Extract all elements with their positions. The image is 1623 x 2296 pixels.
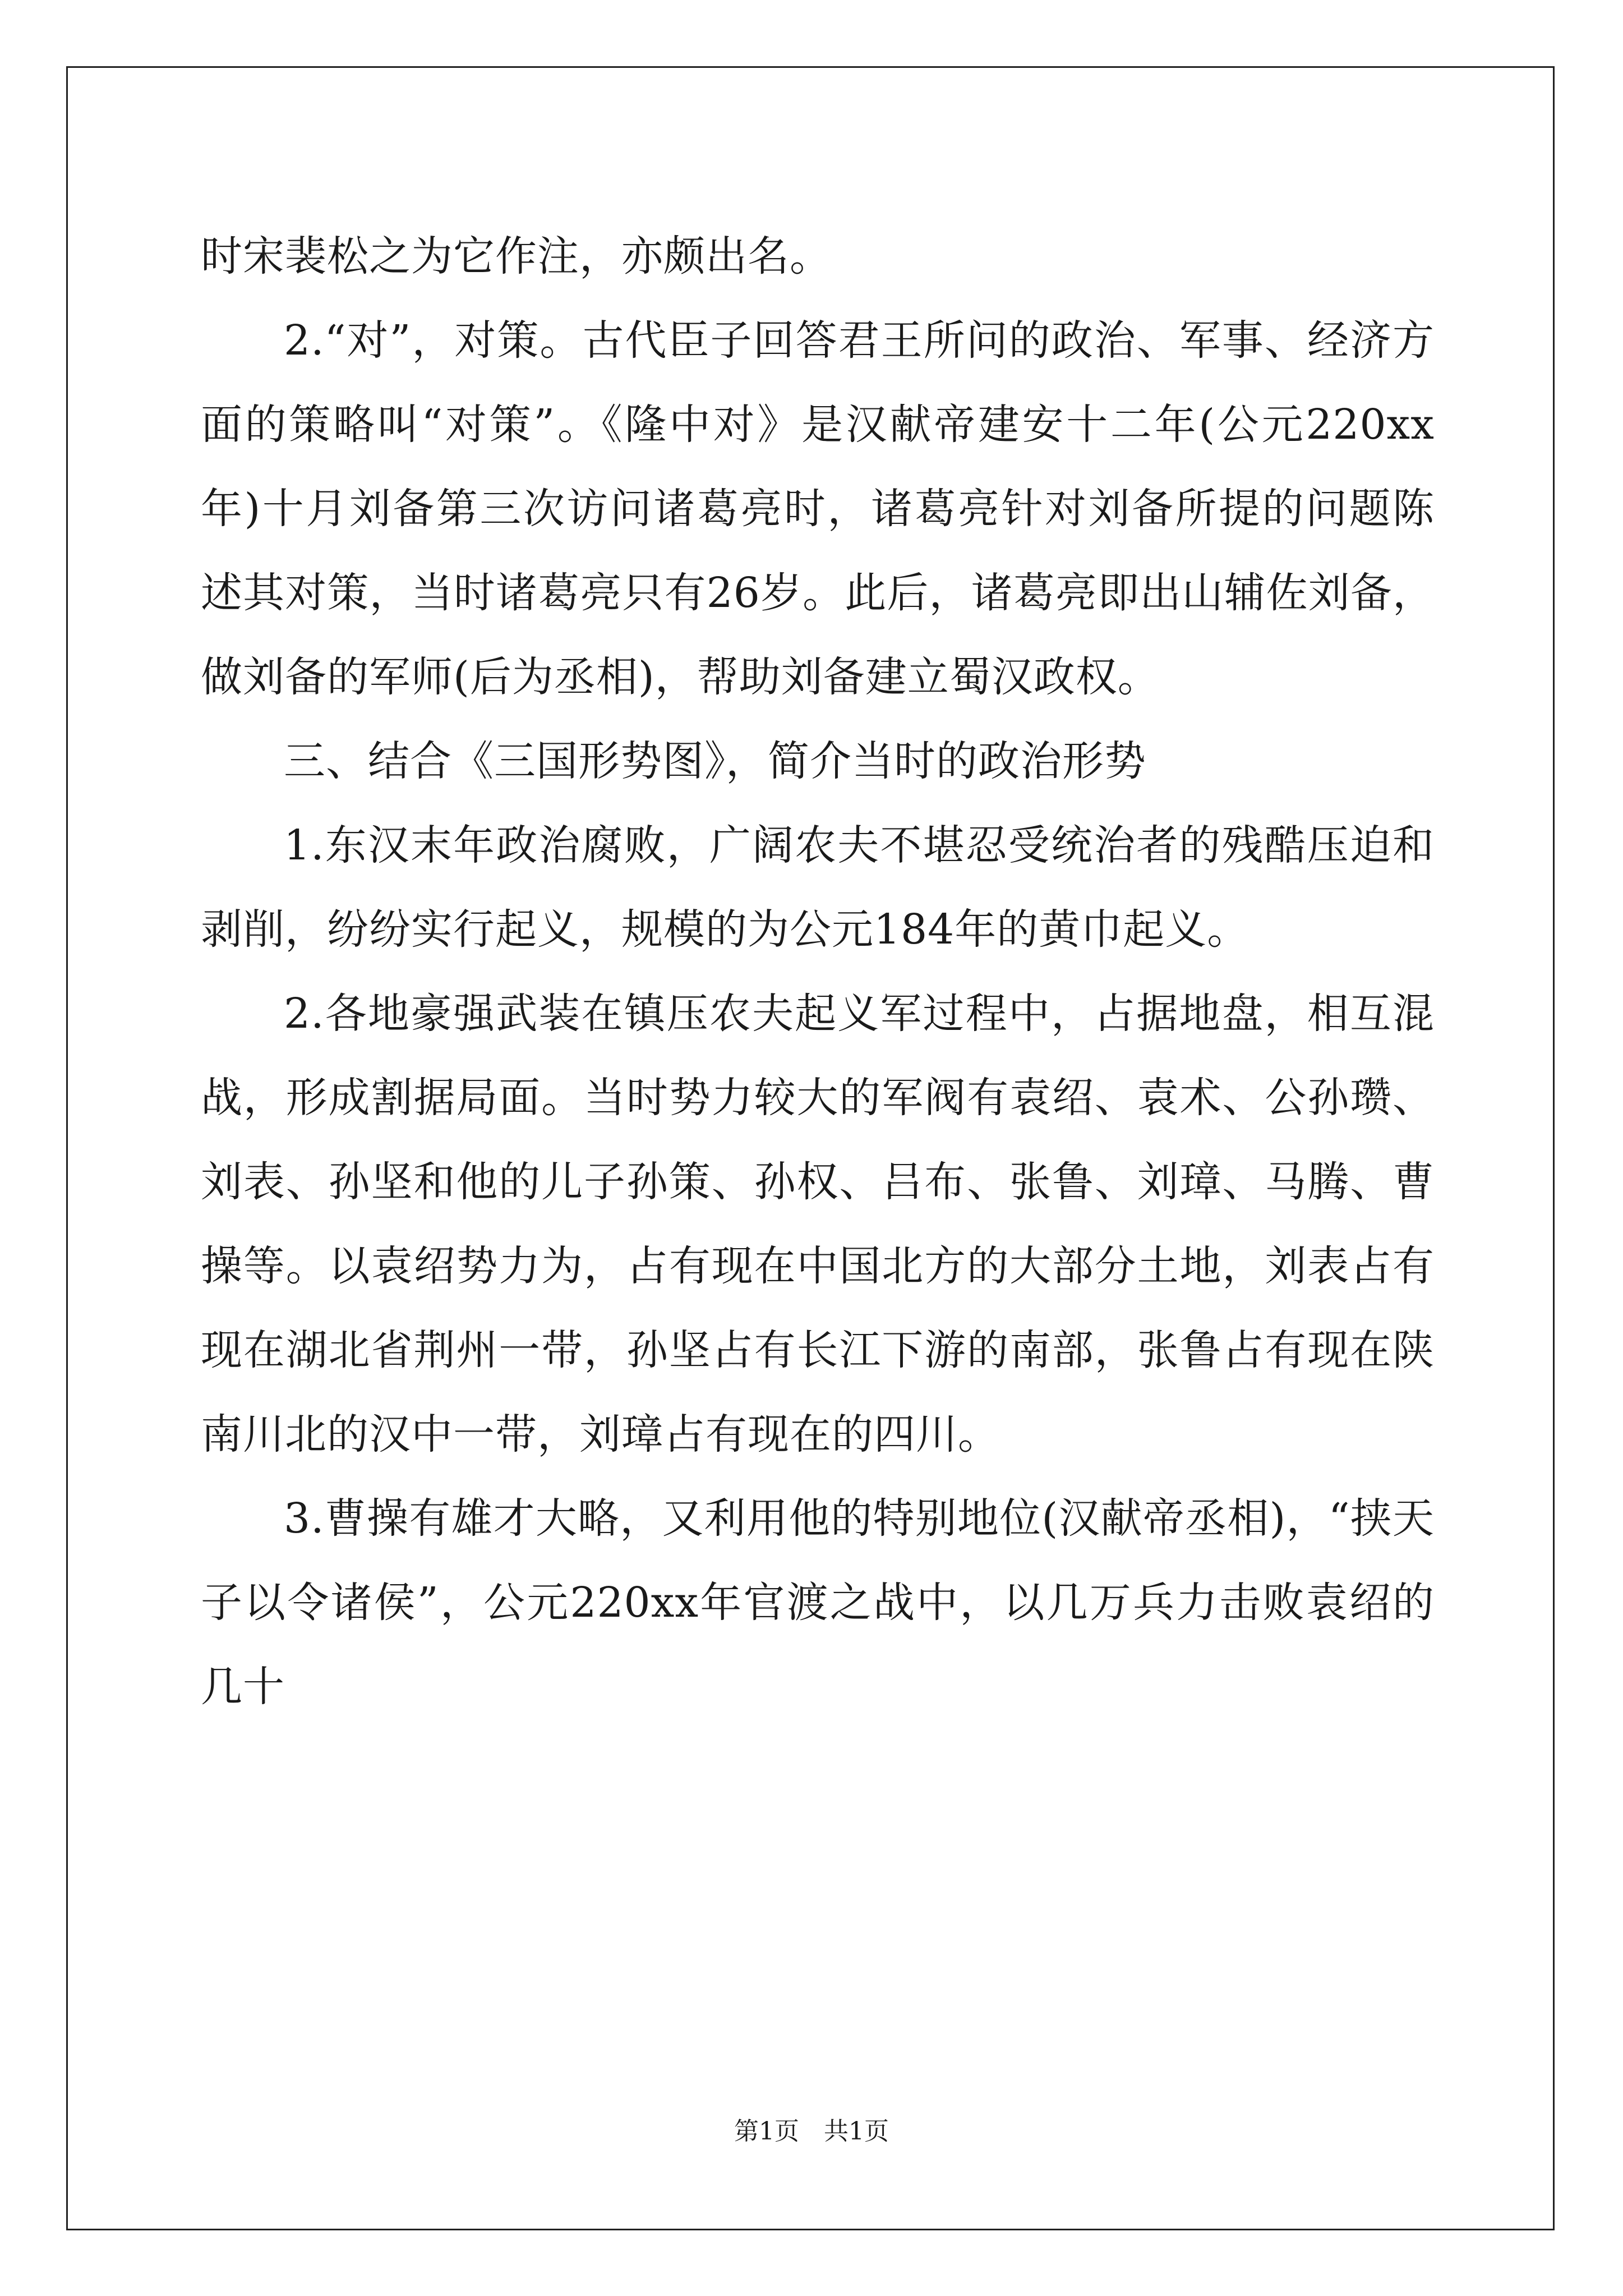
paragraph-dui-definition: 2.“对”，对策。古代臣子回答君王所问的政治、军事、经济方面的策略叫“对策”。《隆中对》是汉献帝建安十二年(公元220xx年)十月刘备第三次访问诸葛亮时，诸葛亮针对刘备所提的问题陈述其对策，当时诸葛亮只有26岁。此后，诸葛亮即出山辅佐刘备，做刘备的军师(后为丞相)，帮助刘备建立蜀汉政权。 [201,316,1435,701]
paragraph-item-3: 3.曹操有雄才大略，又利用他的特别地位(汉献帝丞相)，“挟天子以令诸侯”，公元220xx年官渡之战中，以几万兵力击败袁绍的几十 [201,1494,1435,1711]
paragraph-item-1: 1.东汉末年政治腐败，广阔农夫不堪忍受统治者的残酷压迫和剥削，纷纷实行起义，规模的为公元184年的黄巾起义。 [201,821,1435,954]
page-number: 第1页 [734,2117,799,2146]
section-heading: 三、结合《三国形势图》，简介当时的政治形势 [284,737,1146,785]
paragraph-continuation: 时宋裴松之为它作注，亦颇出名。 [201,232,832,280]
page-footer [0,2115,1623,2148]
paragraph-item-2: 2.各地豪强武装在镇压农夫起义军过程中，占据地盘，相互混战，形成割据局面。当时势力较大的军阀有袁绍、袁术、公孙瓒、刘表、孙坚和他的儿子孙策、孙权、吕布、张鲁、刘璋、马腾、曹操等。以袁绍势力为，占有现在中国北方的大部分土地，刘表占有现在湖北省荆州一带，孙坚占有长江下游的南部，张鲁占有现在陕南川北的汉中一带，刘璋占有现在的四川。 [201,990,1435,1458]
page-total: 共1页 [824,2117,889,2146]
document-body [201,214,1435,1729]
